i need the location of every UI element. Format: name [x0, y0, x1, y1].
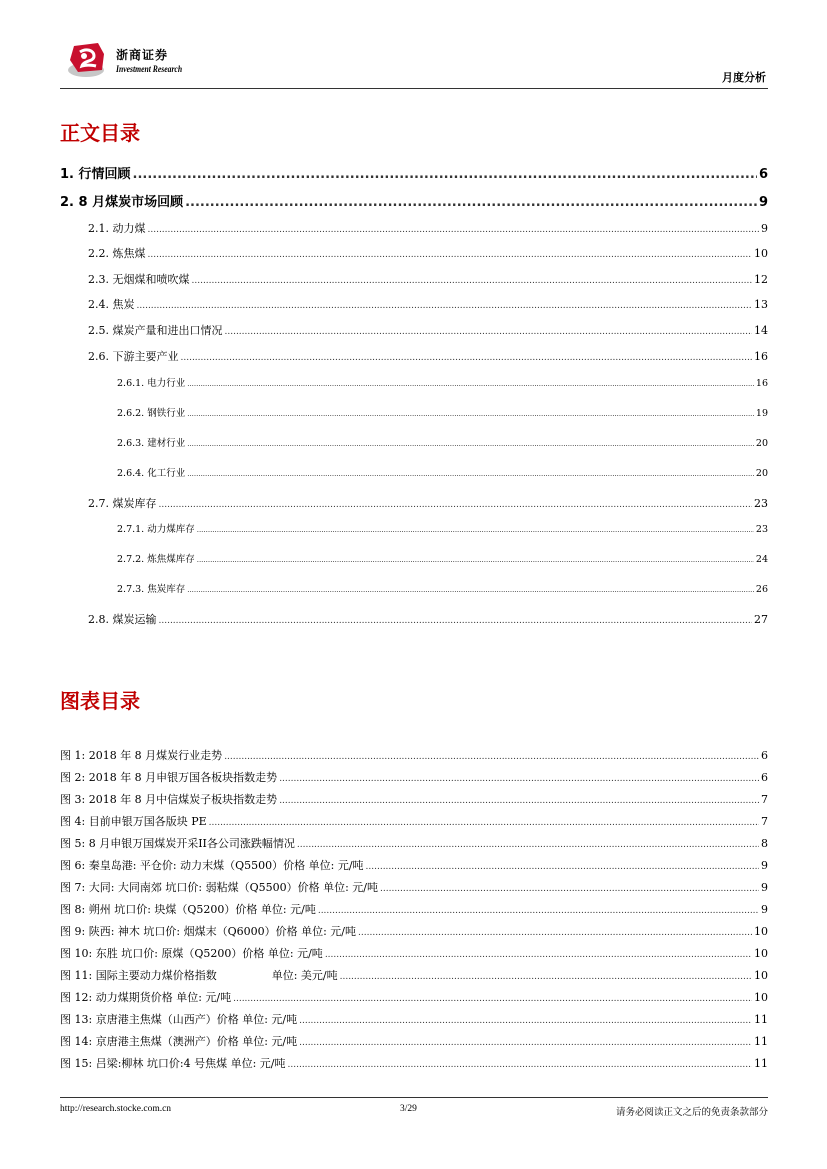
toc-entry-label: 2.7. 煤炭库存 [88, 497, 157, 510]
figure-entry-page: 11 [754, 1035, 768, 1048]
figure-entry[interactable] [60, 791, 768, 807]
figure-entry-label: 图 11: 国际主要动力煤价格指数 单位: 美元/吨 [60, 969, 338, 982]
toc-entry-label: 2.2. 炼焦煤 [88, 247, 146, 260]
zheshang-logo-icon [66, 40, 110, 80]
figure-entry[interactable] [60, 923, 768, 939]
toc-entry-label: 2.7.1. 动力煤库存 [117, 524, 195, 535]
leader-dots [380, 884, 759, 894]
leader-dots [185, 195, 757, 210]
toc-entry[interactable] [117, 551, 768, 565]
figure-entry-label: 图 12: 动力煤期货价格 单位: 元/吨 [60, 991, 232, 1004]
toc-entry[interactable] [88, 271, 768, 287]
leader-dots [137, 301, 753, 311]
toc-entry-label: 2.6.4. 化工行业 [117, 468, 186, 479]
toc-entry[interactable] [88, 495, 768, 511]
figure-entry-label: 图 2: 2018 年 8 月申银万国各板块指数走势 [60, 771, 278, 784]
toc-entry-page: 13 [754, 298, 768, 311]
leader-dots [318, 906, 759, 916]
leader-dots [279, 774, 759, 784]
toc-entry[interactable] [88, 348, 768, 364]
toc-entry[interactable] [60, 163, 768, 182]
figure-entry-page: 10 [754, 969, 768, 982]
toc-entry[interactable] [117, 465, 768, 479]
toc-entry-page: 26 [755, 584, 768, 595]
figure-entry-label: 图 3: 2018 年 8 月中信煤炭子板块指数走势 [60, 793, 278, 806]
toc-entry-label: 2.7.3. 焦炭库存 [117, 584, 186, 595]
toc-entry-label: 2.4. 焦炭 [88, 298, 135, 311]
toc-entry[interactable] [88, 322, 768, 338]
toc-entry[interactable] [117, 581, 768, 595]
figure-entry-page: 7 [761, 815, 768, 828]
toc-entry-label: 2.8. 煤炭运输 [88, 613, 157, 626]
toc-entry[interactable] [117, 375, 768, 389]
figure-entry-page: 9 [761, 859, 768, 872]
toc-entry[interactable] [88, 220, 768, 236]
toc-entry-label: 2.5. 煤炭产量和进出口情况 [88, 324, 223, 337]
footer-url-link[interactable]: http://research.stocke.com.cn [60, 1104, 172, 1114]
toc-entry-page: 9 [758, 195, 768, 210]
leader-dots [358, 928, 752, 938]
leader-dots [299, 1016, 752, 1026]
toc-entry-label: 2.6.1. 电力行业 [117, 378, 186, 389]
toc-entry-label: 2.6.3. 建材行业 [117, 438, 186, 449]
figure-entry[interactable] [60, 879, 768, 895]
leader-dots [159, 616, 753, 626]
figure-entry-page: 10 [754, 925, 768, 938]
leader-dots [187, 440, 754, 448]
figure-entry-label: 图 6: 秦皇岛港: 平仓价: 动力末煤（Q5500）价格 单位: 元/吨 [60, 859, 364, 872]
figure-entry[interactable] [60, 857, 768, 873]
toc-entry-page: 20 [755, 468, 768, 479]
footer-disclaimer: 请务必阅读正文之后的免责条款部分 [615, 1107, 768, 1118]
toc-entry[interactable] [88, 296, 768, 312]
figure-entry-page: 8 [761, 837, 768, 850]
page-header [60, 38, 768, 89]
leader-dots [187, 380, 754, 388]
figure-entry[interactable] [60, 1055, 768, 1071]
leader-dots [297, 840, 759, 850]
figure-entry-page: 10 [754, 947, 768, 960]
toc-entry[interactable] [60, 191, 768, 210]
toc-entry-label: 2.6. 下游主要产业 [88, 350, 179, 363]
figure-entry[interactable] [60, 813, 768, 829]
figure-entry-page: 9 [761, 881, 768, 894]
leader-dots [288, 1060, 752, 1070]
leader-dots [181, 353, 753, 363]
figure-entry-page: 11 [754, 1013, 768, 1026]
leader-dots [159, 500, 753, 510]
toc-entry-page: 9 [761, 222, 768, 235]
toc-entry[interactable] [117, 435, 768, 449]
figure-entry[interactable] [60, 989, 768, 1005]
leader-dots [340, 972, 752, 982]
leader-dots [187, 470, 754, 478]
toc-entry-page: 23 [755, 524, 768, 535]
toc-entry-label: 1. 行情回顾 [60, 167, 131, 182]
leader-dots [325, 950, 752, 960]
toc-entry-page: 27 [754, 613, 768, 626]
figure-entry-label: 图 7: 大同: 大同南郊 坑口价: 弱粘煤（Q5500）价格 单位: 元/吨 [60, 881, 379, 894]
toc-entry-label: 2.7.2. 炼焦煤库存 [117, 554, 195, 565]
toc-entry[interactable] [88, 245, 768, 261]
brand-name-en: Investment Research [116, 64, 183, 74]
figure-entry-label: 图 13: 京唐港主焦煤（山西产）价格 单位: 元/吨 [60, 1013, 298, 1026]
figure-entry-page: 6 [761, 771, 768, 784]
figure-entry[interactable] [60, 1033, 768, 1049]
brand-name-cn: 浙商证券 [116, 48, 169, 62]
figure-entry[interactable] [60, 945, 768, 961]
leader-dots [366, 862, 759, 872]
leader-dots [148, 225, 760, 235]
figure-entry-label: 图 5: 8 月申银万国煤炭开采II各公司涨跌幅情况 [60, 837, 295, 850]
toc-entry-label: 2.6.2. 钢铁行业 [117, 408, 186, 419]
toc-entry-page: 10 [754, 247, 768, 260]
leader-dots [233, 994, 752, 1004]
toc-entry-page: 23 [754, 497, 768, 510]
figure-list-title: 图表目录 [60, 689, 140, 713]
toc-entry-label: 2.3. 无烟煤和喷吹煤 [88, 273, 190, 286]
leader-dots [197, 556, 754, 564]
figure-entry[interactable] [60, 1011, 768, 1027]
toc-entry-page: 20 [755, 438, 768, 449]
figure-entry-label: 图 10: 东胜 坑口价: 原煤（Q5200）价格 单位: 元/吨 [60, 947, 323, 960]
toc-entry-page: 6 [758, 167, 768, 182]
figure-entry-label: 图 9: 陕西: 神木 坑口价: 烟煤末（Q6000）价格 单位: 元/吨 [60, 925, 357, 938]
leader-dots [299, 1038, 752, 1048]
figure-entry[interactable] [60, 901, 768, 917]
leader-dots [148, 250, 753, 260]
figure-entry-label: 图 4: 目前申银万国各版块 PE [60, 815, 207, 828]
toc-entry-page: 12 [754, 273, 768, 286]
toc-entry[interactable] [117, 521, 768, 535]
toc-entry-page: 16 [754, 350, 768, 363]
figure-entry-label: 图 1: 2018 年 8 月煤炭行业走势 [60, 749, 223, 762]
leader-dots [133, 167, 757, 182]
leader-dots [225, 327, 753, 337]
figure-entry-page: 9 [761, 903, 768, 916]
figure-entry[interactable] [60, 835, 768, 851]
leader-dots [192, 276, 753, 286]
toc-entry[interactable] [88, 611, 768, 627]
toc-entry-page: 16 [755, 378, 768, 389]
figure-entry[interactable] [60, 747, 768, 763]
figure-entry-page: 10 [754, 991, 768, 1004]
figure-entry[interactable] [60, 769, 768, 785]
leader-dots [279, 796, 759, 806]
leader-dots [197, 526, 754, 534]
toc-entry-page: 14 [754, 324, 768, 337]
page-number: 3/29 [400, 1104, 417, 1114]
toc-entry-page: 24 [755, 554, 768, 565]
leader-dots [187, 410, 754, 418]
leader-dots [187, 586, 754, 594]
figure-entry-label: 图 14: 京唐港主焦煤（澳洲产）价格 单位: 元/吨 [60, 1035, 298, 1048]
toc-title: 正文目录 [60, 121, 140, 145]
figure-entry-label: 图 8: 朔州 坑口价: 块煤（Q5200）价格 单位: 元/吨 [60, 903, 316, 916]
figure-entry-page: 11 [754, 1057, 768, 1070]
toc-entry[interactable] [117, 405, 768, 419]
report-type-label: 月度分析 [722, 71, 766, 84]
leader-dots [209, 818, 759, 828]
page-footer [60, 1097, 768, 1120]
leader-dots [224, 752, 759, 762]
figure-entry-page: 6 [761, 749, 768, 762]
toc-entry-label: 2.1. 动力煤 [88, 222, 146, 235]
figure-entry-label: 图 15: 吕梁:柳林 坑口价:4 号焦煤 单位: 元/吨 [60, 1057, 286, 1070]
toc-entry-label: 2. 8 月煤炭市场回顾 [60, 195, 184, 210]
figure-entry-page: 7 [761, 793, 768, 806]
figure-entry[interactable] [60, 967, 768, 983]
toc-entry-page: 19 [755, 408, 768, 419]
